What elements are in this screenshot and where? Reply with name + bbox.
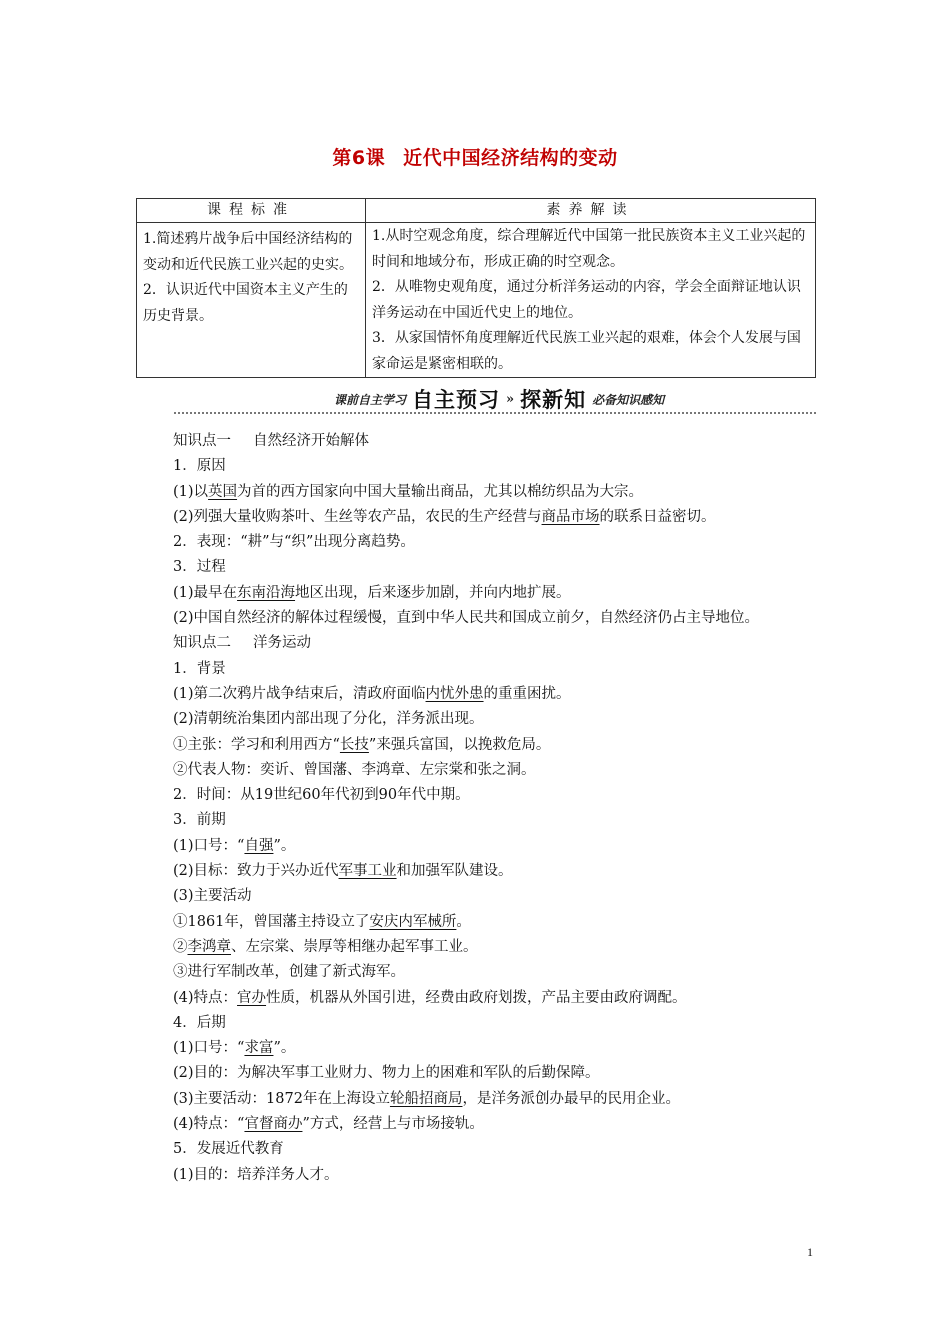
subheading: 4．后期 — [173, 1014, 226, 1031]
subheading: 1．背景 — [173, 660, 226, 677]
literacy-item: 2．从唯物史观角度，通过分析洋务运动的内容，学会全面辩证地认识洋务运动在中国近代史上的地位。 — [372, 279, 801, 321]
paragraph: ②代表人物：奕䜣、曾国藩、李鸿章、左宗棠和张之洞。 — [173, 761, 536, 778]
table-header-standards: 课程标准 — [137, 199, 366, 223]
subheading: 3．过程 — [173, 559, 226, 576]
paragraph: (1)口号：“自强”。 — [173, 837, 296, 854]
paragraph: (2)清朝统治集团内部出现了分化，洋务派出现。 — [173, 711, 484, 728]
subheading: 2．时间：从19世纪60年代初到90年代中期。 — [173, 787, 470, 804]
literacy-cell — [366, 223, 816, 378]
paragraph: (1)最早在东南沿海地区出现，后来逐步加剧，并向内地扩展。 — [173, 584, 571, 601]
double-chevron-icon: » — [506, 391, 515, 407]
lesson-number: 第6课 — [332, 147, 386, 169]
standard-item: 2．认识近代中国资本主义产生的历史背景。 — [143, 282, 348, 324]
paragraph: (2)目标：致力于兴办近代军事工业和加强军队建设。 — [173, 863, 513, 880]
lesson-title — [0, 143, 950, 170]
table-divider — [136, 377, 174, 378]
subheading: 5．发展近代教育 — [173, 1141, 284, 1158]
paragraph: (2)目的：为解决军事工业财力、物力上的困难和军队的后勤保障。 — [173, 1065, 600, 1082]
paragraph: (1)目的：培养洋务人才。 — [173, 1166, 339, 1183]
banner-main-1: 自主预习 — [412, 388, 501, 412]
paragraph: (1)以英国为首的西方国家向中国大量输出商品，尤其以棉纺织品为大宗。 — [173, 483, 644, 500]
subheading: 2．表现：“耕”与“织”出现分离趋势。 — [173, 534, 415, 551]
subheading: 3．前期 — [173, 812, 226, 829]
standard-item: 1.简述鸦片战争后中国经济结构的变动和近代民族工业兴起的史实。 — [143, 231, 353, 273]
standards-cell — [137, 223, 366, 378]
paragraph: (3)主要活动：1872年在上海设立轮船招商局，是洋务派创办最早的民用企业。 — [173, 1090, 680, 1107]
knowledge-point-heading: 知识点一 自然经济开始解体 — [173, 433, 369, 449]
table-header-literacy: 素养解读 — [366, 199, 816, 223]
banner-left-label: 课前自主学习 — [334, 392, 407, 407]
paragraph: (4)特点：“官督商办”方式，经营上与市场接轨。 — [173, 1116, 484, 1133]
main-content — [137, 429, 817, 1188]
paragraph: (2)中国自然经济的解体过程缓慢，直到中华人民共和国成立前夕，自然经济仍占主导地位。 — [173, 610, 760, 627]
paragraph: (3)主要活动 — [173, 888, 252, 905]
paragraph: ①1861年，曾国藩主持设立了安庆内军械所。 — [173, 913, 471, 930]
paragraph: ③进行军制改革，创建了新式海军。 — [173, 964, 405, 981]
banner-main-2: 探新知 — [520, 388, 587, 412]
knowledge-point-heading: 知识点二 洋务运动 — [173, 635, 311, 652]
paragraph: (1)口号：“求富”。 — [173, 1040, 296, 1057]
subheading: 1．原因 — [173, 458, 226, 475]
banner-right-label: 必备知识感知 — [592, 392, 665, 407]
paragraph: ②李鸿章、左宗棠、崇厚等相继办起军事工业。 — [173, 938, 478, 955]
paragraph: ①主张：学习和利用西方“长技”来强兵富国，以挽救危局。 — [173, 736, 551, 753]
curriculum-standards-table — [136, 198, 816, 378]
lesson-name: 近代中国经济结构的变动 — [403, 147, 618, 169]
page-number: 1 — [807, 1245, 813, 1259]
literacy-item: 1.从时空观念角度，综合理解近代中国第一批民族资本主义工业兴起的时间和地域分布，形成正确的时空观念。 — [372, 228, 806, 270]
literacy-item: 3．从家国情怀角度理解近代民族工业兴起的艰难，体会个人发展与国家命运是紧密相联的。 — [372, 330, 801, 372]
paragraph: (4)特点：官办性质，机器从外国引进，经费由政府划拨，产品主要由政府调配。 — [173, 989, 687, 1006]
section-banner — [174, 384, 816, 414]
paragraph: (2)列强大量收购茶叶、生丝等农产品，农民的生产经营与商品市场的联系日益密切。 — [173, 508, 716, 525]
paragraph: (1)第二次鸦片战争结束后，清政府面临内忧外患的重重困扰。 — [173, 685, 571, 702]
